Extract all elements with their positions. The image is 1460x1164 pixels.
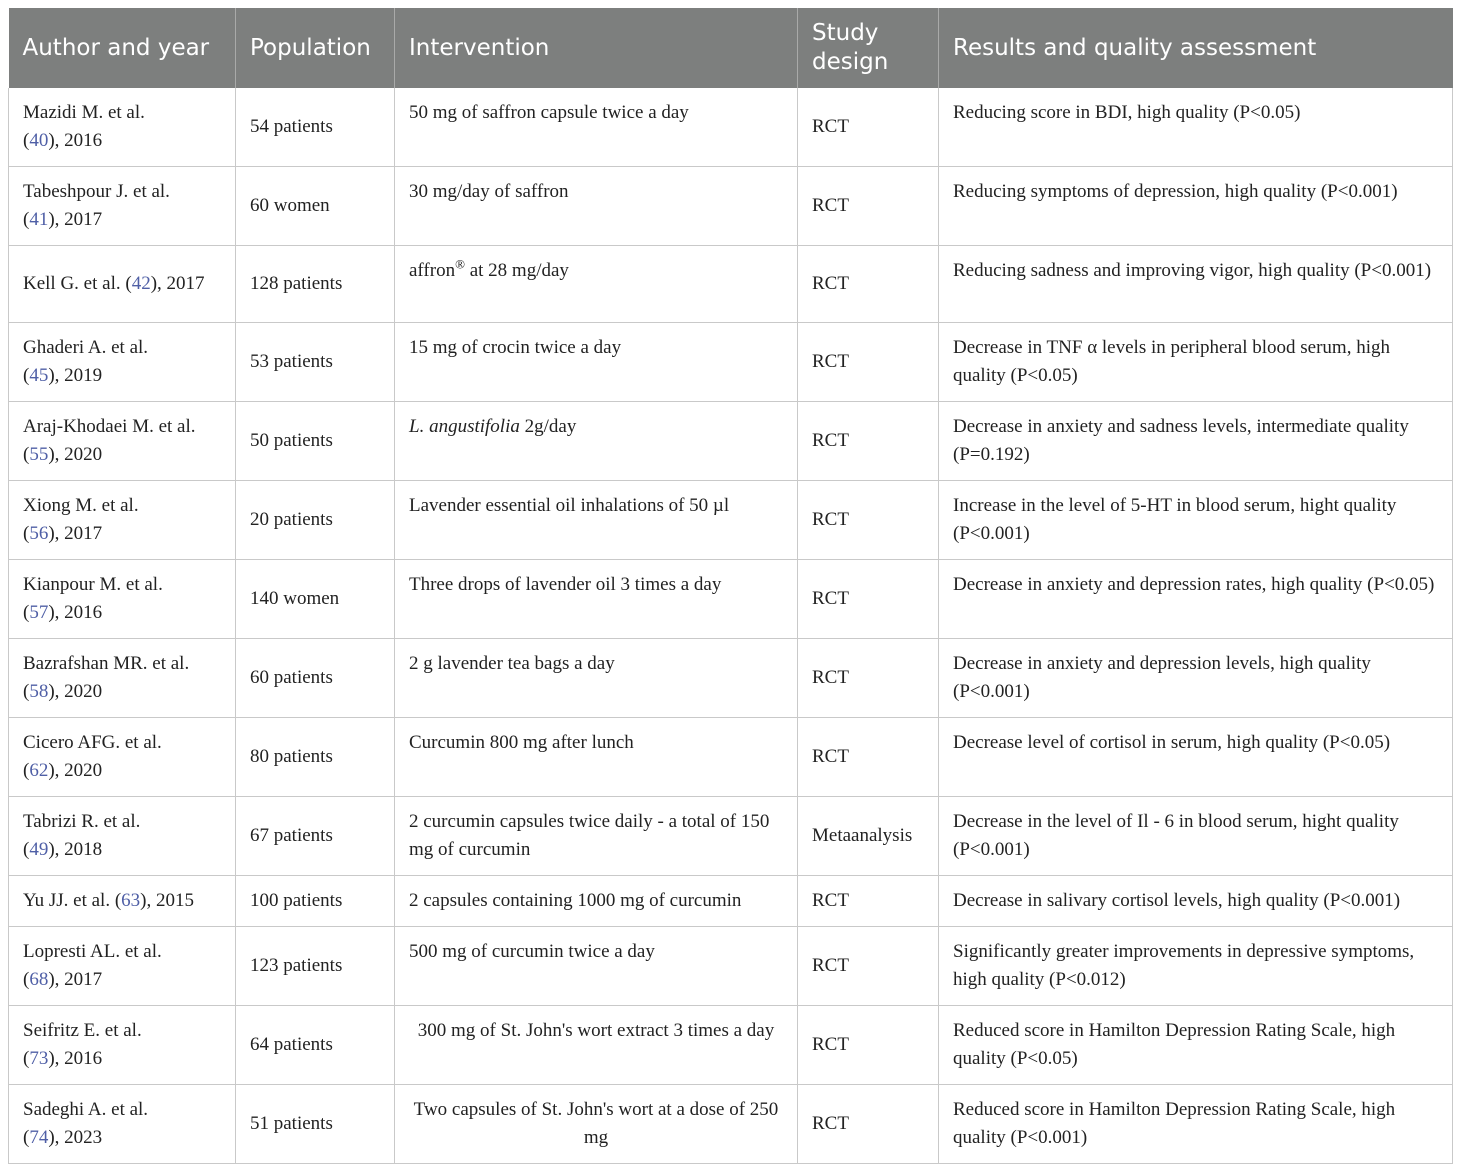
reference-link[interactable]: 40 — [29, 130, 49, 151]
cell-author: Tabeshpour J. et al. (41), 2017 — [9, 167, 236, 246]
intervention-text: 30 mg/day of saffron — [409, 181, 569, 202]
cell-author: Xiong M. et al. (56), 2017 — [9, 481, 236, 560]
author-year: , 2020 — [54, 760, 103, 781]
cell-study-design: RCT — [798, 560, 939, 639]
author-name: Xiong M. et al. — [23, 495, 139, 516]
cell-intervention — [395, 1085, 798, 1164]
cell-population: 67 patients — [236, 797, 395, 876]
cell-results: Decrease in anxiety and sadness levels, intermediate quality (P=0.192) — [939, 402, 1453, 481]
cell-results: Decrease in the level of Il - 6 in blood serum, hight quality (P<0.001) — [939, 797, 1453, 876]
cell-results: Decrease in salivary cortisol levels, high quality (P<0.001) — [939, 876, 1453, 927]
cell-intervention — [395, 560, 798, 639]
cell-study-design: Metaanalysis — [798, 797, 939, 876]
cell-results: Reducing symptoms of depression, high quality (P<0.001) — [939, 167, 1453, 246]
author-year: , 2017 — [54, 969, 103, 990]
species-name: L. angustifolia — [409, 416, 520, 437]
table-row — [9, 876, 1453, 927]
cell-intervention — [395, 718, 798, 797]
reference-link[interactable]: 62 — [29, 760, 49, 781]
author-name: Tabeshpour J. et al. — [23, 181, 170, 202]
cell-author: Kell G. et al. (42), 2017 — [9, 246, 236, 323]
table-row — [9, 639, 1453, 718]
reference-link[interactable]: 57 — [29, 602, 49, 623]
cell-population: 20 patients — [236, 481, 395, 560]
cell-intervention — [395, 481, 798, 560]
author-name: Bazrafshan MR. et al. — [23, 653, 190, 674]
column-header-intervention: Intervention — [395, 8, 798, 88]
intervention-text: Two capsules of St. John's wort at a dose of 250 mg — [413, 1099, 779, 1148]
cell-study-design: RCT — [798, 167, 939, 246]
reference-link[interactable]: 55 — [29, 444, 49, 465]
cell-intervention — [395, 402, 798, 481]
author-name: Araj-Khodaei M. et al. — [23, 416, 196, 437]
cell-results: Reduced score in Hamilton Depression Rating Scale, high quality (P<0.05) — [939, 1006, 1453, 1085]
intervention-text: 15 mg of crocin twice a day — [409, 337, 622, 358]
cell-author: Mazidi M. et al. (40), 2016 — [9, 88, 236, 167]
author-name: Ghaderi A. et al. — [23, 337, 149, 358]
table-row — [9, 481, 1453, 560]
reference-link[interactable]: 41 — [29, 209, 49, 230]
cell-results: Reducing score in BDI, high quality (P<0.05) — [939, 88, 1453, 167]
cell-results: Reducing sadness and improving vigor, high quality (P<0.001) — [939, 246, 1453, 323]
table-row — [9, 718, 1453, 797]
author-name: Kell G. et al. — [23, 273, 121, 294]
table-row — [9, 1085, 1453, 1164]
cell-population: 51 patients — [236, 1085, 395, 1164]
table-row — [9, 167, 1453, 246]
cell-population: 140 women — [236, 560, 395, 639]
cell-results: Decrease in anxiety and depression rates, high quality (P<0.05) — [939, 560, 1453, 639]
reference-link[interactable]: 58 — [29, 681, 49, 702]
cell-study-design: RCT — [798, 402, 939, 481]
intervention-text: 300 mg of St. John's wort extract 3 times a day — [417, 1020, 775, 1041]
cell-intervention — [395, 167, 798, 246]
author-year: , 2016 — [54, 602, 103, 623]
author-name: Cicero AFG. et al. — [23, 732, 162, 753]
author-year: , 2016 — [54, 1048, 103, 1069]
cell-intervention — [395, 797, 798, 876]
intervention-text: 500 mg of curcumin twice a day — [409, 941, 655, 962]
table-row — [9, 323, 1453, 402]
cell-author: Sadeghi A. et al. (74), 2023 — [9, 1085, 236, 1164]
author-year: , 2023 — [54, 1127, 103, 1148]
author-year: , 2016 — [54, 130, 103, 151]
cell-intervention — [395, 876, 798, 927]
intervention-text: 50 mg of saffron capsule twice a day — [409, 102, 689, 123]
author-year: , 2017 — [157, 273, 205, 294]
author-year: , 2020 — [54, 681, 103, 702]
reference-link[interactable]: 63 — [121, 890, 141, 911]
registered-mark: ® — [455, 256, 465, 272]
author-name: Yu JJ. et al. — [23, 890, 111, 911]
cell-population: 54 patients — [236, 88, 395, 167]
intervention-dose: 2g/day — [519, 416, 577, 437]
reference-link[interactable]: 42 — [131, 273, 151, 294]
author-year: , 2018 — [54, 839, 103, 860]
cell-study-design: RCT — [798, 1085, 939, 1164]
intervention-text: Three drops of lavender oil 3 times a day — [409, 574, 722, 595]
cell-study-design: RCT — [798, 718, 939, 797]
cell-population: 60 patients — [236, 639, 395, 718]
reference-link[interactable]: 74 — [29, 1127, 49, 1148]
cell-intervention — [395, 323, 798, 402]
table-row — [9, 560, 1453, 639]
author-name: Kianpour M. et al. — [23, 574, 163, 595]
cell-study-design: RCT — [798, 1006, 939, 1085]
intervention-text: Curcumin 800 mg after lunch — [409, 732, 634, 753]
intervention-text: 2 capsules containing 1000 mg of curcumin — [409, 890, 742, 911]
cell-population: 128 patients — [236, 246, 395, 323]
cell-author: Lopresti AL. et al. (68), 2017 — [9, 927, 236, 1006]
reference-link[interactable]: 49 — [29, 839, 49, 860]
cell-intervention — [395, 88, 798, 167]
cell-results: Increase in the level of 5-HT in blood serum, hight quality (P<0.001) — [939, 481, 1453, 560]
author-year: , 2015 — [146, 890, 194, 911]
cell-population: 50 patients — [236, 402, 395, 481]
author-year: , 2017 — [54, 523, 103, 544]
cell-author: Ghaderi A. et al. (45), 2019 — [9, 323, 236, 402]
cell-study-design: RCT — [798, 323, 939, 402]
cell-study-design: RCT — [798, 639, 939, 718]
cell-results: Significantly greater improvements in depressive symptoms, high quality (P<0.012) — [939, 927, 1453, 1006]
cell-results: Decrease in TNF α levels in peripheral blood serum, high quality (P<0.05) — [939, 323, 1453, 402]
cell-intervention — [395, 927, 798, 1006]
cell-intervention — [395, 246, 798, 323]
cell-author: Cicero AFG. et al. (62), 2020 — [9, 718, 236, 797]
table-row — [9, 797, 1453, 876]
cell-study-design: RCT — [798, 481, 939, 560]
cell-intervention — [395, 1006, 798, 1085]
table-header-row — [9, 8, 1453, 88]
cell-results: Decrease in anxiety and depression levels, high quality (P<0.001) — [939, 639, 1453, 718]
evidence-table — [8, 8, 1453, 1164]
cell-population: 60 women — [236, 167, 395, 246]
table-row — [9, 246, 1453, 323]
cell-results: Reduced score in Hamilton Depression Rating Scale, high quality (P<0.001) — [939, 1085, 1453, 1164]
cell-population: 64 patients — [236, 1006, 395, 1085]
reference-link[interactable]: 68 — [29, 969, 49, 990]
author-year: , 2019 — [54, 365, 103, 386]
table-row — [9, 927, 1453, 1006]
intervention-text: 2 curcumin capsules twice daily - a total of 150 mg of curcumin — [409, 811, 770, 860]
column-header-results: Results and quality assessment — [939, 8, 1453, 88]
cell-study-design: RCT — [798, 88, 939, 167]
column-header-design: Study design — [798, 8, 939, 88]
cell-study-design: RCT — [798, 246, 939, 323]
cell-population: 100 patients — [236, 876, 395, 927]
reference-link[interactable]: 73 — [29, 1048, 49, 1069]
author-name: Mazidi M. et al. — [23, 102, 145, 123]
cell-results: Decrease level of cortisol in serum, high quality (P<0.05) — [939, 718, 1453, 797]
intervention-dose: at 28 mg/day — [464, 260, 569, 281]
cell-study-design: RCT — [798, 876, 939, 927]
cell-study-design: RCT — [798, 927, 939, 1006]
column-header-population: Population — [236, 8, 395, 88]
author-year: , 2020 — [54, 444, 103, 465]
cell-author: Seifritz E. et al. (73), 2016 — [9, 1006, 236, 1085]
table-row — [9, 88, 1453, 167]
intervention-text: Lavender essential oil inhalations of 50 µl — [409, 495, 730, 516]
cell-author: Kianpour M. et al. (57), 2016 — [9, 560, 236, 639]
table-row — [9, 402, 1453, 481]
evidence-table-container — [8, 8, 1452, 1164]
cell-author: Araj-Khodaei M. et al. (55), 2020 — [9, 402, 236, 481]
reference-link[interactable]: 56 — [29, 523, 49, 544]
table-body — [9, 88, 1453, 1164]
reference-link[interactable]: 45 — [29, 365, 49, 386]
intervention-text: 2 g lavender tea bags a day — [409, 653, 615, 674]
author-name: Seifritz E. et al. — [23, 1020, 142, 1041]
author-name: Tabrizi R. et al. — [23, 811, 141, 832]
cell-intervention — [395, 639, 798, 718]
cell-population: 123 patients — [236, 927, 395, 1006]
cell-population: 80 patients — [236, 718, 395, 797]
cell-author: Bazrafshan MR. et al. (58), 2020 — [9, 639, 236, 718]
cell-population: 53 patients — [236, 323, 395, 402]
author-name: Lopresti AL. et al. — [23, 941, 162, 962]
table-row — [9, 1006, 1453, 1085]
intervention-text: affron — [409, 260, 456, 281]
cell-author: Yu JJ. et al. (63), 2015 — [9, 876, 236, 927]
author-name: Sadeghi A. et al. — [23, 1099, 149, 1120]
cell-author: Tabrizi R. et al. (49), 2018 — [9, 797, 236, 876]
column-header-author: Author and year — [9, 8, 236, 88]
author-year: , 2017 — [54, 209, 103, 230]
